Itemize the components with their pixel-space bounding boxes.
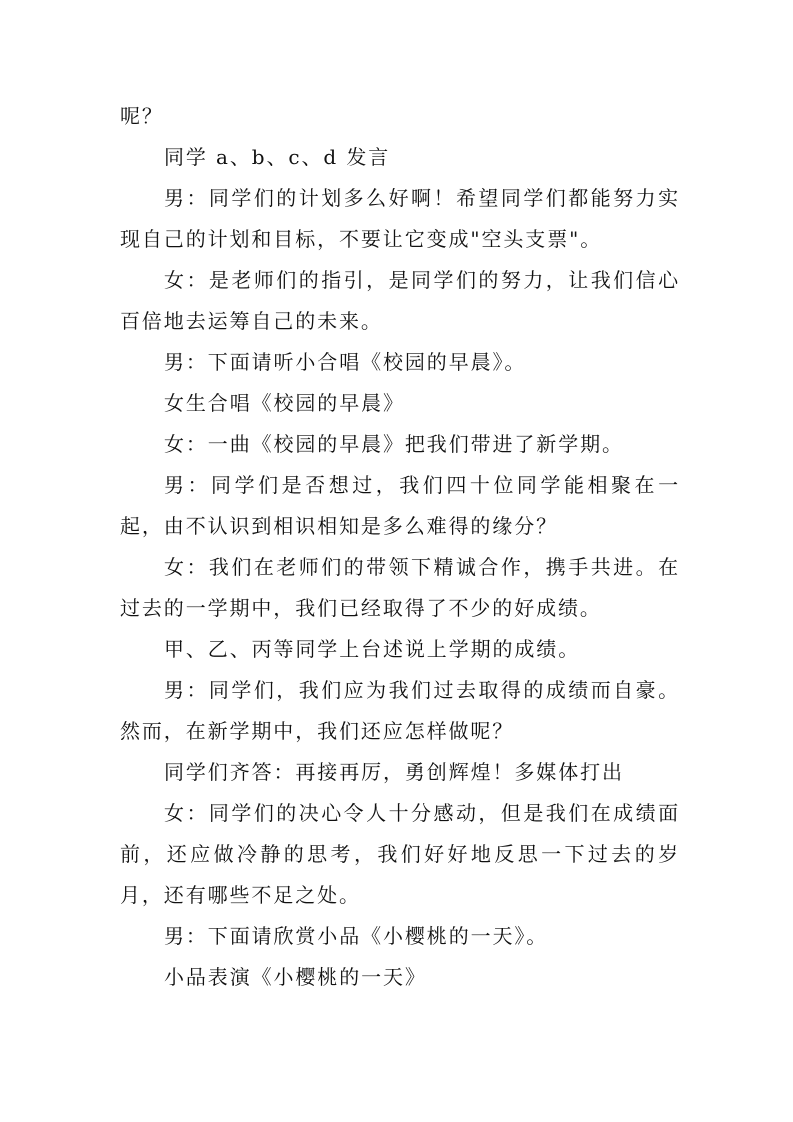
paragraph-dialogue: 女：是老师们的指引，是同学们的努力，让我们信心百倍地去运筹自己的未来。: [120, 268, 680, 333]
paragraph-dialogue: 女：一曲《校园的早晨》把我们带进了新学期。: [164, 432, 624, 456]
paragraph-continuation: 呢？: [120, 104, 164, 128]
paragraph-dialogue: 男：下面请欣赏小品《小樱桃的一天》。: [164, 924, 549, 948]
paragraph-stage-direction: 女生合唱《校园的早晨》: [164, 391, 405, 415]
paragraph-stage-direction: 同学 a、b、c、d 发言: [164, 145, 391, 169]
paragraph-stage-direction: 小品表演《小樱桃的一天》: [164, 965, 427, 989]
paragraph-dialogue: 男：同学们的计划多么好啊！希望同学们都能努力实现自己的计划和目标，不要让它变成"空头支票"。: [120, 186, 680, 251]
paragraph-dialogue: 女：我们在老师们的带领下精诚合作，携手共进。在过去的一学期中，我们已经取得了不少的好成绩。: [120, 555, 680, 620]
paragraph-dialogue: 男：同学们是否想过，我们四十位同学能相聚在一起，由不认识到相识相知是多么难得的缘分？: [120, 473, 680, 538]
paragraph-dialogue: 男：下面请听小合唱《校园的早晨》。: [164, 350, 527, 374]
paragraph-stage-direction: 同学们齐答：再接再厉，勇创辉煌！多媒体打出: [164, 760, 624, 784]
paragraph-dialogue: 女：同学们的决心令人十分感动，但是我们在成绩面前，还应做冷静的思考，我们好好地反思一下过去的岁月，还有哪些不足之处。: [120, 801, 680, 907]
paragraph-dialogue: 男：同学们，我们应为我们过去取得的成绩而自豪。然而，在新学期中，我们还应怎样做呢？: [120, 678, 680, 743]
paragraph-stage-direction: 甲、乙、丙等同学上台述说上学期的成绩。: [164, 637, 581, 661]
document-body: [120, 96, 680, 998]
